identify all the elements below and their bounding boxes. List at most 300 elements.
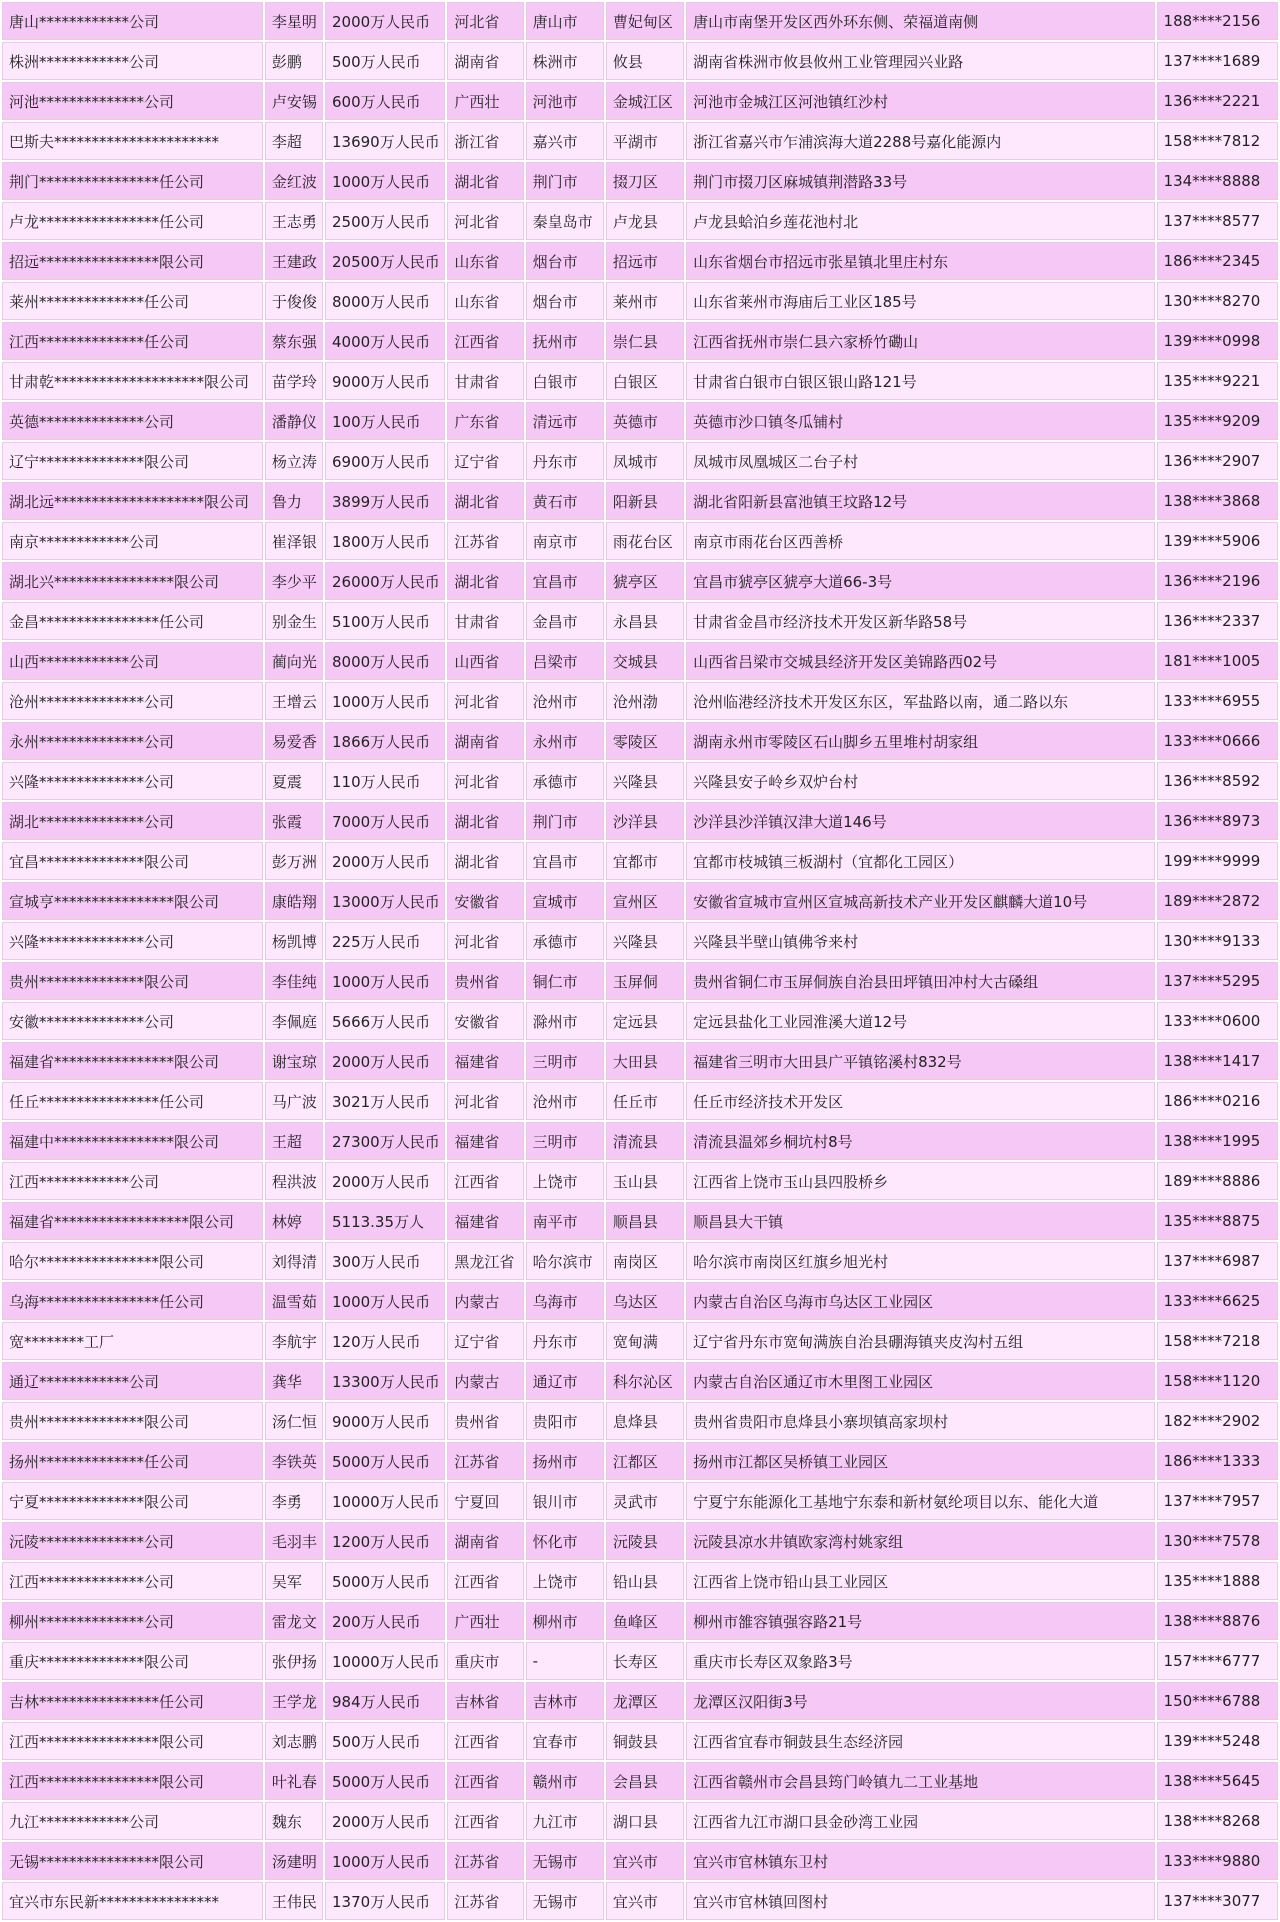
district-cell: 宜兴市 — [606, 1842, 684, 1880]
legal-rep-cell: 温雪茹 — [265, 1282, 323, 1320]
address-cell: 重庆市长寿区双象路3号 — [686, 1642, 1154, 1680]
city-cell: 通辽市 — [526, 1362, 604, 1400]
company-name-cell: 湖北远********************限公司 — [2, 482, 263, 520]
legal-rep-cell: 毛羽丰 — [265, 1522, 323, 1560]
legal-rep-cell: 马广波 — [265, 1082, 323, 1120]
company-name-cell: 安徽**************公司 — [2, 1002, 263, 1040]
district-cell: 科尔沁区 — [606, 1362, 684, 1400]
province-cell: 河北省 — [447, 1082, 523, 1120]
table-row — [2, 1242, 1278, 1280]
registered-capital-cell: 3899万人民币 — [325, 482, 445, 520]
address-cell: 江西省上饶市铅山县工业园区 — [686, 1562, 1154, 1600]
legal-rep-cell: 李星明 — [265, 2, 323, 40]
company-name-cell: 湖北兴****************限公司 — [2, 562, 263, 600]
company-name-cell: 九江************公司 — [2, 1802, 263, 1840]
phone-cell: 139****5248 — [1157, 1722, 1278, 1760]
province-cell: 浙江省 — [447, 122, 523, 160]
phone-cell: 133****6625 — [1157, 1282, 1278, 1320]
legal-rep-cell: 蔺向光 — [265, 642, 323, 680]
table-row — [2, 322, 1278, 360]
table-row — [2, 1882, 1278, 1920]
company-name-cell: 宜兴市东民新**************** — [2, 1882, 263, 1920]
phone-cell: 188****2156 — [1157, 2, 1278, 40]
company-name-cell: 乌海****************任公司 — [2, 1282, 263, 1320]
district-cell: 兴隆县 — [606, 922, 684, 960]
province-cell: 江西省 — [447, 1762, 523, 1800]
province-cell: 湖南省 — [447, 42, 523, 80]
company-name-cell: 江西**************任公司 — [2, 322, 263, 360]
district-cell: 猇亭区 — [606, 562, 684, 600]
address-cell: 安徽省宣城市宣州区宣城高新技术产业开发区麒麟大道10号 — [686, 882, 1154, 920]
phone-cell: 139****0998 — [1157, 322, 1278, 360]
phone-cell: 138****8876 — [1157, 1602, 1278, 1640]
address-cell: 兴隆县半壁山镇佛爷来村 — [686, 922, 1154, 960]
table-row — [2, 362, 1278, 400]
province-cell: 山东省 — [447, 242, 523, 280]
registered-capital-cell: 10000万人民币 — [325, 1482, 445, 1520]
address-cell: 贵州省贵阳市息烽县小寨坝镇高家坝村 — [686, 1402, 1154, 1440]
legal-rep-cell: 王伟民 — [265, 1882, 323, 1920]
province-cell: 福建省 — [447, 1042, 523, 1080]
registered-capital-cell: 2500万人民币 — [325, 202, 445, 240]
phone-cell: 186****0216 — [1157, 1082, 1278, 1120]
legal-rep-cell: 彭鹏 — [265, 42, 323, 80]
table-row — [2, 1202, 1278, 1240]
district-cell: 零陵区 — [606, 722, 684, 760]
registered-capital-cell: 2000万人民币 — [325, 2, 445, 40]
address-cell: 扬州市江都区吴桥镇工业园区 — [686, 1442, 1154, 1480]
registered-capital-cell: 5100万人民币 — [325, 602, 445, 640]
legal-rep-cell: 李少平 — [265, 562, 323, 600]
address-cell: 辽宁省丹东市宽甸满族自治县硼海镇夹皮沟村五组 — [686, 1322, 1154, 1360]
province-cell: 河北省 — [447, 202, 523, 240]
address-cell: 内蒙古自治区乌海市乌达区工业园区 — [686, 1282, 1154, 1320]
phone-cell: 137****5295 — [1157, 962, 1278, 1000]
legal-rep-cell: 魏东 — [265, 1802, 323, 1840]
province-cell: 江苏省 — [447, 1882, 523, 1920]
city-cell: 清远市 — [526, 402, 604, 440]
legal-rep-cell: 王志勇 — [265, 202, 323, 240]
table-row — [2, 1122, 1278, 1160]
address-cell: 宜都市枝城镇三板湖村（宜都化工园区） — [686, 842, 1154, 880]
province-cell: 安徽省 — [447, 882, 523, 920]
address-cell: 宜兴市官林镇回图村 — [686, 1882, 1154, 1920]
registered-capital-cell: 5113.35万人 — [325, 1202, 445, 1240]
table-row — [2, 202, 1278, 240]
phone-cell: 186****1333 — [1157, 1442, 1278, 1480]
phone-cell: 136****2221 — [1157, 82, 1278, 120]
registered-capital-cell: 8000万人民币 — [325, 642, 445, 680]
district-cell: 江都区 — [606, 1442, 684, 1480]
registered-capital-cell: 3021万人民币 — [325, 1082, 445, 1120]
phone-cell: 157****6777 — [1157, 1642, 1278, 1680]
address-cell: 福建省三明市大田县广平镇铭溪村832号 — [686, 1042, 1154, 1080]
district-cell: 永昌县 — [606, 602, 684, 640]
company-name-cell: 通辽************公司 — [2, 1362, 263, 1400]
city-cell: 宜春市 — [526, 1722, 604, 1760]
phone-cell: 138****1995 — [1157, 1122, 1278, 1160]
district-cell: 雨花台区 — [606, 522, 684, 560]
registered-capital-cell: 5666万人民币 — [325, 1002, 445, 1040]
table-row — [2, 602, 1278, 640]
phone-cell: 137****6987 — [1157, 1242, 1278, 1280]
legal-rep-cell: 张伊扬 — [265, 1642, 323, 1680]
district-cell: 宽甸满 — [606, 1322, 684, 1360]
phone-cell: 138****5645 — [1157, 1762, 1278, 1800]
company-name-cell: 卢龙****************任公司 — [2, 202, 263, 240]
province-cell: 贵州省 — [447, 962, 523, 1000]
registered-capital-cell: 500万人民币 — [325, 1722, 445, 1760]
company-name-cell: 贵州**************限公司 — [2, 1402, 263, 1440]
legal-rep-cell: 吴军 — [265, 1562, 323, 1600]
table-row — [2, 122, 1278, 160]
province-cell: 湖北省 — [447, 842, 523, 880]
address-cell: 江西省九江市湖口县金砂湾工业园 — [686, 1802, 1154, 1840]
province-cell: 湖南省 — [447, 1522, 523, 1560]
registered-capital-cell: 2000万人民币 — [325, 1162, 445, 1200]
province-cell: 江苏省 — [447, 1842, 523, 1880]
province-cell: 福建省 — [447, 1122, 523, 1160]
registered-capital-cell: 2000万人民币 — [325, 842, 445, 880]
address-cell: 南京市雨花台区西善桥 — [686, 522, 1154, 560]
phone-cell: 137****3077 — [1157, 1882, 1278, 1920]
legal-rep-cell: 崔泽银 — [265, 522, 323, 560]
city-cell: 白银市 — [526, 362, 604, 400]
table-row — [2, 722, 1278, 760]
table-row — [2, 642, 1278, 680]
city-cell: 丹东市 — [526, 1322, 604, 1360]
district-cell: 玉山县 — [606, 1162, 684, 1200]
province-cell: 甘肃省 — [447, 602, 523, 640]
legal-rep-cell: 程洪波 — [265, 1162, 323, 1200]
legal-rep-cell: 李航宇 — [265, 1322, 323, 1360]
address-cell: 江西省上饶市玉山县四股桥乡 — [686, 1162, 1154, 1200]
address-cell: 荆门市掇刀区麻城镇荆潜路33号 — [686, 162, 1154, 200]
company-name-cell: 宣城亨****************限公司 — [2, 882, 263, 920]
table-row — [2, 162, 1278, 200]
registered-capital-cell: 1000万人民币 — [325, 162, 445, 200]
phone-cell: 136****2907 — [1157, 442, 1278, 480]
city-cell: 丹东市 — [526, 442, 604, 480]
registered-capital-cell: 1000万人民币 — [325, 1282, 445, 1320]
table-row — [2, 1842, 1278, 1880]
province-cell: 宁夏回 — [447, 1482, 523, 1520]
company-name-cell: 永州**************公司 — [2, 722, 263, 760]
company-name-cell: 招远****************限公司 — [2, 242, 263, 280]
city-cell: 宜昌市 — [526, 842, 604, 880]
city-cell: 抚州市 — [526, 322, 604, 360]
phone-cell: 136****8592 — [1157, 762, 1278, 800]
registered-capital-cell: 120万人民币 — [325, 1322, 445, 1360]
legal-rep-cell: 易爱香 — [265, 722, 323, 760]
registered-capital-cell: 13300万人民币 — [325, 1362, 445, 1400]
legal-rep-cell: 林婷 — [265, 1202, 323, 1240]
phone-cell: 189****2872 — [1157, 882, 1278, 920]
district-cell: 阳新县 — [606, 482, 684, 520]
table-row — [2, 482, 1278, 520]
phone-cell: 158****1120 — [1157, 1362, 1278, 1400]
legal-rep-cell: 汤仁恒 — [265, 1402, 323, 1440]
company-name-cell: 贵州**************限公司 — [2, 962, 263, 1000]
address-cell: 沙洋县沙洋镇汉津大道146号 — [686, 802, 1154, 840]
table-row — [2, 562, 1278, 600]
company-name-cell: 江西************公司 — [2, 1162, 263, 1200]
address-cell: 沧州临港经济技术开发区东区，军盐路以南，通二路以东 — [686, 682, 1154, 720]
province-cell: 甘肃省 — [447, 362, 523, 400]
province-cell: 重庆市 — [447, 1642, 523, 1680]
district-cell: 攸县 — [606, 42, 684, 80]
company-name-cell: 重庆**************限公司 — [2, 1642, 263, 1680]
registered-capital-cell: 1800万人民币 — [325, 522, 445, 560]
registered-capital-cell: 225万人民币 — [325, 922, 445, 960]
district-cell: 沅陵县 — [606, 1522, 684, 1560]
district-cell: 平湖市 — [606, 122, 684, 160]
phone-cell: 138****3868 — [1157, 482, 1278, 520]
company-name-cell: 甘肃乾********************限公司 — [2, 362, 263, 400]
company-name-cell: 福建省****************限公司 — [2, 1042, 263, 1080]
address-cell: 江西省宜春市铜鼓县生态经济园 — [686, 1722, 1154, 1760]
district-cell: 清流县 — [606, 1122, 684, 1160]
address-cell: 江西省赣州市会昌县筠门岭镇九二工业基地 — [686, 1762, 1154, 1800]
city-cell: 无锡市 — [526, 1882, 604, 1920]
table-row — [2, 1442, 1278, 1480]
table-row — [2, 882, 1278, 920]
district-cell: 掇刀区 — [606, 162, 684, 200]
address-cell: 哈尔滨市南岗区红旗乡旭光村 — [686, 1242, 1154, 1280]
district-cell: 南岗区 — [606, 1242, 684, 1280]
legal-rep-cell: 苗学玲 — [265, 362, 323, 400]
table-row — [2, 1722, 1278, 1760]
company-name-cell: 吉林****************任公司 — [2, 1682, 263, 1720]
company-name-cell: 荆门****************任公司 — [2, 162, 263, 200]
district-cell: 英德市 — [606, 402, 684, 440]
phone-cell: 135****1888 — [1157, 1562, 1278, 1600]
province-cell: 湖北省 — [447, 562, 523, 600]
legal-rep-cell: 叶礼春 — [265, 1762, 323, 1800]
table-row — [2, 1162, 1278, 1200]
phone-cell: 136****8973 — [1157, 802, 1278, 840]
registered-capital-cell: 1866万人民币 — [325, 722, 445, 760]
table-row — [2, 1522, 1278, 1560]
district-cell: 凤城市 — [606, 442, 684, 480]
province-cell: 江苏省 — [447, 1442, 523, 1480]
district-cell: 顺昌县 — [606, 1202, 684, 1240]
address-cell: 顺昌县大干镇 — [686, 1202, 1154, 1240]
province-cell: 贵州省 — [447, 1402, 523, 1440]
table-row — [2, 1282, 1278, 1320]
city-cell: 无锡市 — [526, 1842, 604, 1880]
legal-rep-cell: 张霞 — [265, 802, 323, 840]
legal-rep-cell: 金红波 — [265, 162, 323, 200]
table-row — [2, 282, 1278, 320]
legal-rep-cell: 刘得清 — [265, 1242, 323, 1280]
company-name-cell: 沧州**************公司 — [2, 682, 263, 720]
legal-rep-cell: 鲁力 — [265, 482, 323, 520]
phone-cell: 134****8888 — [1157, 162, 1278, 200]
registered-capital-cell: 984万人民币 — [325, 1682, 445, 1720]
company-name-cell: 任丘****************任公司 — [2, 1082, 263, 1120]
city-cell: 宜昌市 — [526, 562, 604, 600]
city-cell: - — [526, 1642, 604, 1680]
legal-rep-cell: 刘志鹏 — [265, 1722, 323, 1760]
province-cell: 河北省 — [447, 2, 523, 40]
district-cell: 会昌县 — [606, 1762, 684, 1800]
table-row — [2, 1082, 1278, 1120]
phone-cell: 135****9209 — [1157, 402, 1278, 440]
city-cell: 黄石市 — [526, 482, 604, 520]
city-cell: 河池市 — [526, 82, 604, 120]
city-cell: 哈尔滨市 — [526, 1242, 604, 1280]
legal-rep-cell: 别金生 — [265, 602, 323, 640]
legal-rep-cell: 龚华 — [265, 1362, 323, 1400]
address-cell: 柳州市雒容镇强容路21号 — [686, 1602, 1154, 1640]
company-name-cell: 兴隆**************公司 — [2, 922, 263, 960]
address-cell: 甘肃省金昌市经济技术开发区新华路58号 — [686, 602, 1154, 640]
table-row — [2, 1762, 1278, 1800]
phone-cell: 181****1005 — [1157, 642, 1278, 680]
registered-capital-cell: 110万人民币 — [325, 762, 445, 800]
province-cell: 河北省 — [447, 762, 523, 800]
province-cell: 内蒙古 — [447, 1362, 523, 1400]
table-row — [2, 2, 1278, 40]
table-row — [2, 682, 1278, 720]
province-cell: 河北省 — [447, 922, 523, 960]
registered-capital-cell: 8000万人民币 — [325, 282, 445, 320]
company-name-cell: 辽宁**************限公司 — [2, 442, 263, 480]
district-cell: 铅山县 — [606, 1562, 684, 1600]
city-cell: 赣州市 — [526, 1762, 604, 1800]
district-cell: 灵武市 — [606, 1482, 684, 1520]
company-name-cell: 唐山************公司 — [2, 2, 263, 40]
city-cell: 南平市 — [526, 1202, 604, 1240]
address-cell: 湖南省株洲市攸县攸州工业管理园兴业路 — [686, 42, 1154, 80]
city-cell: 贵阳市 — [526, 1402, 604, 1440]
company-name-cell: 无锡****************限公司 — [2, 1842, 263, 1880]
company-name-cell: 兴隆**************公司 — [2, 762, 263, 800]
district-cell: 曹妃甸区 — [606, 2, 684, 40]
registered-capital-cell: 5000万人民币 — [325, 1442, 445, 1480]
registered-capital-cell: 2000万人民币 — [325, 1802, 445, 1840]
address-cell: 宁夏宁东能源化工基地宁东泰和新材氨纶项目以东、能化大道 — [686, 1482, 1154, 1520]
district-cell: 沧州渤 — [606, 682, 684, 720]
district-cell: 龙潭区 — [606, 1682, 684, 1720]
table-row — [2, 1042, 1278, 1080]
city-cell: 沧州市 — [526, 682, 604, 720]
district-cell: 招远市 — [606, 242, 684, 280]
legal-rep-cell: 王超 — [265, 1122, 323, 1160]
address-cell: 沅陵县凉水井镇欧家湾村姚家组 — [686, 1522, 1154, 1560]
phone-cell: 137****7957 — [1157, 1482, 1278, 1520]
phone-cell: 186****2345 — [1157, 242, 1278, 280]
company-name-cell: 宜昌**************限公司 — [2, 842, 263, 880]
province-cell: 山西省 — [447, 642, 523, 680]
district-cell: 任丘市 — [606, 1082, 684, 1120]
province-cell: 江西省 — [447, 322, 523, 360]
company-name-cell: 江西****************限公司 — [2, 1762, 263, 1800]
province-cell: 安徽省 — [447, 1002, 523, 1040]
address-cell: 凤城市凤凰城区二台子村 — [686, 442, 1154, 480]
company-name-cell: 湖北**************公司 — [2, 802, 263, 840]
province-cell: 广东省 — [447, 402, 523, 440]
company-name-cell: 哈尔****************限公司 — [2, 1242, 263, 1280]
province-cell: 湖北省 — [447, 162, 523, 200]
table-row — [2, 1322, 1278, 1360]
address-cell: 宜昌市猇亭区猇亭大道66-3号 — [686, 562, 1154, 600]
province-cell: 江西省 — [447, 1722, 523, 1760]
province-cell: 湖北省 — [447, 802, 523, 840]
registered-capital-cell: 9000万人民币 — [325, 1402, 445, 1440]
phone-cell: 139****5906 — [1157, 522, 1278, 560]
city-cell: 金昌市 — [526, 602, 604, 640]
district-cell: 玉屏侗 — [606, 962, 684, 1000]
company-name-cell: 莱州**************任公司 — [2, 282, 263, 320]
province-cell: 内蒙古 — [447, 1282, 523, 1320]
address-cell: 定远县盐化工业园淮溪大道12号 — [686, 1002, 1154, 1040]
city-cell: 铜仁市 — [526, 962, 604, 1000]
registered-capital-cell: 13690万人民币 — [325, 122, 445, 160]
table-row — [2, 1002, 1278, 1040]
legal-rep-cell: 李铁英 — [265, 1442, 323, 1480]
address-cell: 浙江省嘉兴市乍浦滨海大道2288号嘉化能源内 — [686, 122, 1154, 160]
registered-capital-cell: 9000万人民币 — [325, 362, 445, 400]
province-cell: 河北省 — [447, 682, 523, 720]
registered-capital-cell: 7000万人民币 — [325, 802, 445, 840]
district-cell: 崇仁县 — [606, 322, 684, 360]
company-name-cell: 江西****************限公司 — [2, 1722, 263, 1760]
district-cell: 莱州市 — [606, 282, 684, 320]
address-cell: 任丘市经济技术开发区 — [686, 1082, 1154, 1120]
registered-capital-cell: 100万人民币 — [325, 402, 445, 440]
province-cell: 辽宁省 — [447, 1322, 523, 1360]
city-cell: 烟台市 — [526, 242, 604, 280]
table-row — [2, 1802, 1278, 1840]
city-cell: 上饶市 — [526, 1162, 604, 1200]
phone-cell: 189****8886 — [1157, 1162, 1278, 1200]
table-row — [2, 1642, 1278, 1680]
legal-rep-cell: 杨立涛 — [265, 442, 323, 480]
province-cell: 江苏省 — [447, 522, 523, 560]
registered-capital-cell: 5000万人民币 — [325, 1762, 445, 1800]
phone-cell: 133****9880 — [1157, 1842, 1278, 1880]
registered-capital-cell: 13000万人民币 — [325, 882, 445, 920]
registered-capital-cell: 5000万人民币 — [325, 1562, 445, 1600]
company-name-cell: 山西************公司 — [2, 642, 263, 680]
legal-rep-cell: 杨凯博 — [265, 922, 323, 960]
district-cell: 交城县 — [606, 642, 684, 680]
city-cell: 承德市 — [526, 762, 604, 800]
company-name-cell: 福建中****************限公司 — [2, 1122, 263, 1160]
province-cell: 湖南省 — [447, 722, 523, 760]
registered-capital-cell: 500万人民币 — [325, 42, 445, 80]
city-cell: 南京市 — [526, 522, 604, 560]
registered-capital-cell: 200万人民币 — [325, 1602, 445, 1640]
company-name-cell: 沅陵**************公司 — [2, 1522, 263, 1560]
address-cell: 内蒙古自治区通辽市木里图工业园区 — [686, 1362, 1154, 1400]
phone-cell: 136****2196 — [1157, 562, 1278, 600]
table-row — [2, 1602, 1278, 1640]
province-cell: 广西壮 — [447, 1602, 523, 1640]
legal-rep-cell: 汤建明 — [265, 1842, 323, 1880]
city-cell: 荆门市 — [526, 162, 604, 200]
address-cell: 清流县温郊乡桐坑村8号 — [686, 1122, 1154, 1160]
phone-cell: 158****7812 — [1157, 122, 1278, 160]
registered-capital-cell: 1200万人民币 — [325, 1522, 445, 1560]
city-cell: 乌海市 — [526, 1282, 604, 1320]
company-name-cell: 巴斯夫********************** — [2, 122, 263, 160]
address-cell: 唐山市南堡开发区西外环东侧、荣福道南侧 — [686, 2, 1154, 40]
city-cell: 扬州市 — [526, 1442, 604, 1480]
district-cell: 宜兴市 — [606, 1882, 684, 1920]
